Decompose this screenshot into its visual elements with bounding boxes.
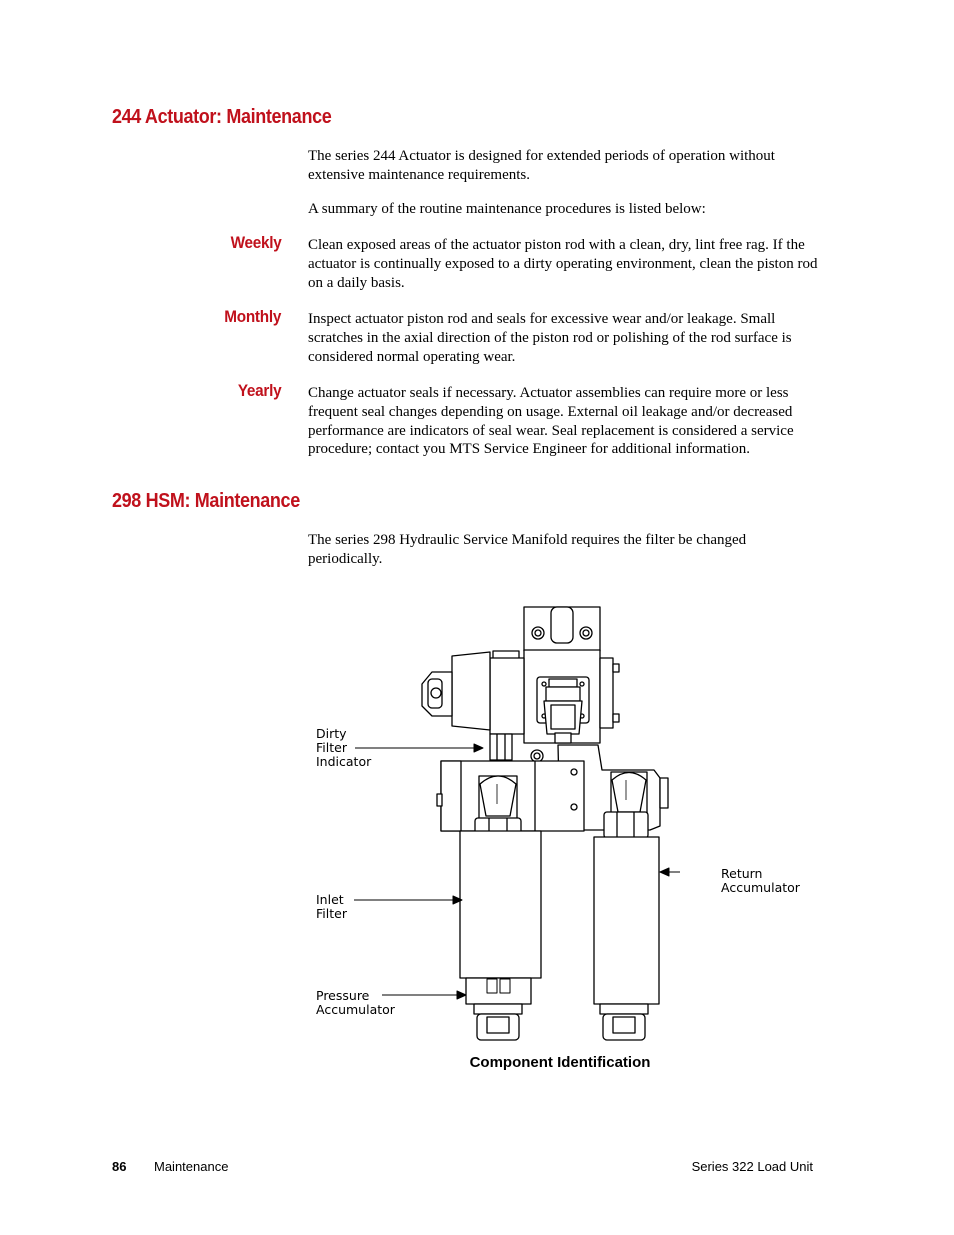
monthly-label: Monthly — [224, 307, 281, 326]
yearly-label: Yearly — [237, 381, 281, 400]
footer-chapter: Maintenance — [154, 1159, 229, 1174]
hsm-component-drawing — [300, 600, 680, 1045]
section-title-actuator: 244 Actuator: Maintenance — [112, 106, 332, 128]
label-dirty-filter-indicator: Dirty Filter Indicator — [316, 726, 372, 769]
weekly-label: Weekly — [230, 233, 281, 252]
monthly-text: Inspect actuator piston rod and seals for excessive wear and/or leakage. Small scratches in the axial direction of the piston rod or polishing of the rod surface is considered normal operating wear. — [308, 311, 792, 365]
actuator-summary: A summary of the routine maintenance procedures is listed below: — [308, 201, 706, 217]
label-inlet-filter: Inlet Filter — [316, 892, 347, 921]
label-pressure-accumulator: Pressure Accumulator — [316, 988, 395, 1017]
page-number: 86 — [112, 1159, 127, 1174]
hsm-intro: The series 298 Hydraulic Service Manifold requires the filter be changed periodically. — [308, 532, 747, 567]
footer-product: Series 322 Load Unit — [691, 1159, 813, 1174]
label-return-accumulator: Return Accumulator — [721, 866, 800, 895]
section-title-hsm: 298 HSM: Maintenance — [112, 490, 300, 512]
yearly-text: Change actuator seals if necessary. Actuator assemblies can require more or less frequent seal changes depending on usage. External oil leakage and/or decreased performance are indicators of seal wear. Seal replacement is considered a service procedure; contact you MTS Service Engineer for additional information. — [308, 385, 794, 458]
actuator-intro: The series 244 Actuator is designed for extended periods of operation without extensive maintenance requirements. — [308, 148, 775, 183]
weekly-text: Clean exposed areas of the actuator piston rod with a clean, dry, lint free rag. If the actuator is continually exposed to a dirty operating environment, clean the piston rod on a daily basis. — [308, 237, 818, 291]
figure-caption: Component Identification — [469, 1054, 651, 1071]
